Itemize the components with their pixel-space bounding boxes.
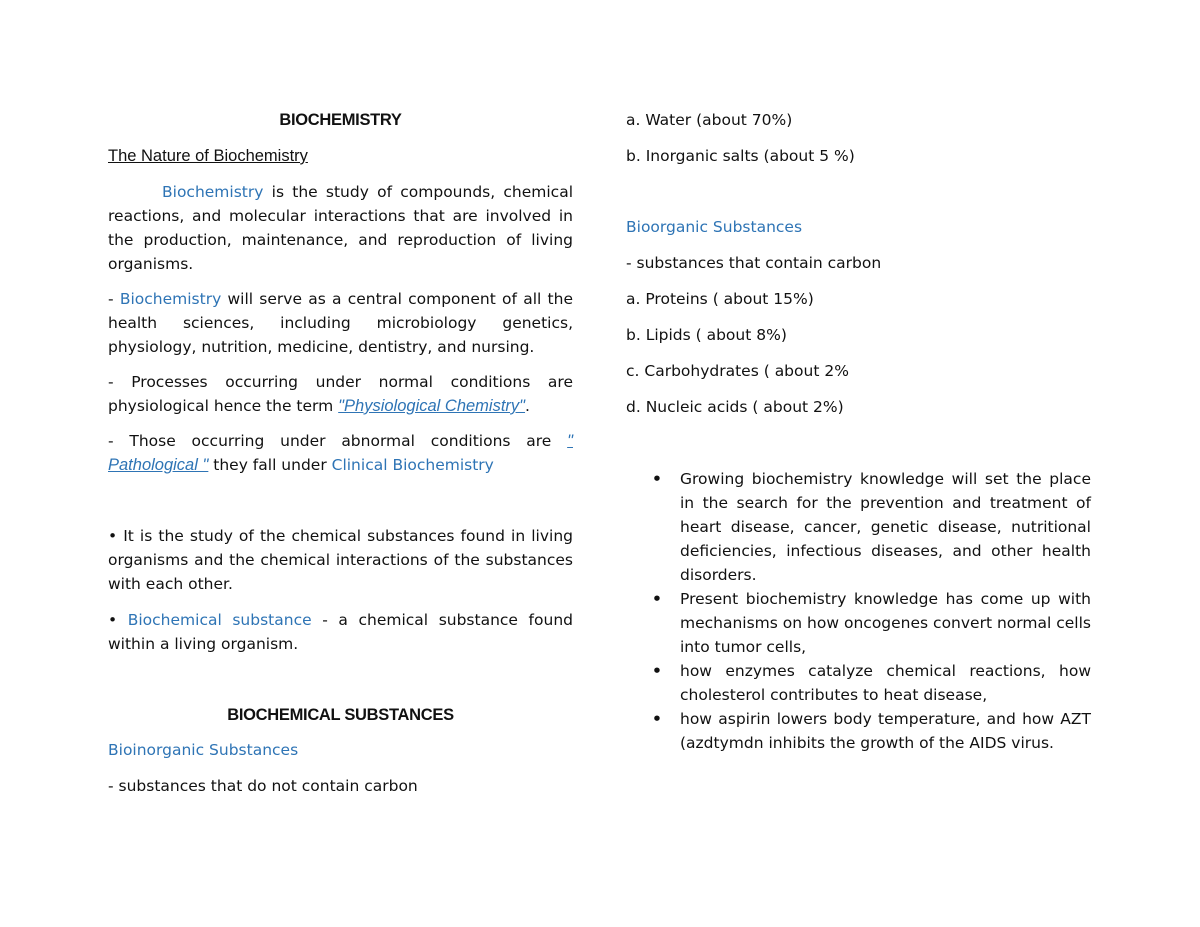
left-column <box>108 108 573 798</box>
knowledge-bullet-list <box>626 467 1091 755</box>
organic-item: a. Proteins ( about 15%) <box>626 290 814 308</box>
term-biochemistry-2: Biochemistry <box>119 290 222 308</box>
term-biochemistry: Biochemistry <box>162 183 264 201</box>
pathological-text: - Those occurring under abnormal conditions are <box>108 432 568 450</box>
pathological-mid: they fall under <box>208 456 332 474</box>
pathological-link[interactable]: " Pathological " <box>108 432 573 474</box>
section-subtitle: The Nature of Biochemistry <box>108 147 308 165</box>
bioinorganic-desc: - substances that do not contain carbon <box>108 777 418 795</box>
bullet-mark: • <box>108 611 128 629</box>
bioorganic-desc: - substances that contain carbon <box>626 254 882 272</box>
bioinorganic-heading: Bioinorganic Substances <box>108 741 299 759</box>
paragraph-definition <box>108 180 573 276</box>
organic-item: b. Lipids ( about 8%) <box>626 326 787 344</box>
biochemical-substance-text: - a chemical substance found within a living organism. <box>108 611 573 653</box>
bullet-item: • Growing biochemistry knowledge will set the place in the search for the prevention and treatment of heart disease, cancer, genetic disease, nutritional deficiencies, infectious diseases, and other health disorders. <box>680 467 1091 587</box>
organic-item: c. Carbohydrates ( about 2% <box>626 362 849 380</box>
term-biochemical-substance: Biochemical substance <box>127 611 312 629</box>
bullet-biochemical-substance <box>108 608 573 656</box>
section-title-substances: BIOCHEMICAL SUBSTANCES <box>227 706 454 724</box>
bullet-item: • Present biochemistry knowledge has come up with mechanisms on how oncogenes convert normal cells into tumor cells, <box>680 587 1091 659</box>
physiological-suffix: . <box>525 397 530 415</box>
organic-item: d. Nucleic acids ( about 2%) <box>626 398 844 416</box>
central-component-text: will serve as a central component of all the health sciences, including microbiology genetics, physiology, nutrition, medicine, dentistry, and nursing. <box>108 290 573 356</box>
bioorganic-heading: Bioorganic Substances <box>626 218 803 236</box>
paragraph-central-component <box>108 287 573 359</box>
paragraph-physiological <box>108 370 573 418</box>
term-clinical-biochemistry: Clinical Biochemistry <box>331 456 494 474</box>
inorganic-item: b. Inorganic salts (about 5 %) <box>626 147 855 165</box>
dash-prefix: - <box>108 290 120 308</box>
bullet-item: • how aspirin lowers body temperature, and how AZT (azdtymdn inhibits the growth of the AIDS virus. <box>680 707 1091 755</box>
definition-text: is the study of compounds, chemical reactions, and molecular interactions that are involved in the production, maintenance, and reproduction of living organisms. <box>108 183 573 273</box>
bullet-item: • how enzymes catalyze chemical reactions, how cholesterol contributes to heat disease, <box>680 659 1091 707</box>
physiological-chemistry-link[interactable]: "Physiological Chemistry" <box>338 397 526 415</box>
paragraph-pathological <box>108 429 573 477</box>
page-title: BIOCHEMISTRY <box>279 111 402 129</box>
bullet-study: • It is the study of the chemical substances found in living organisms and the chemical interactions of the substances with each other. <box>108 527 573 593</box>
right-column <box>626 108 1091 755</box>
physiological-text: - Processes occurring under normal conditions are physiological hence the term <box>108 373 573 415</box>
inorganic-item: a. Water (about 70%) <box>626 111 793 129</box>
